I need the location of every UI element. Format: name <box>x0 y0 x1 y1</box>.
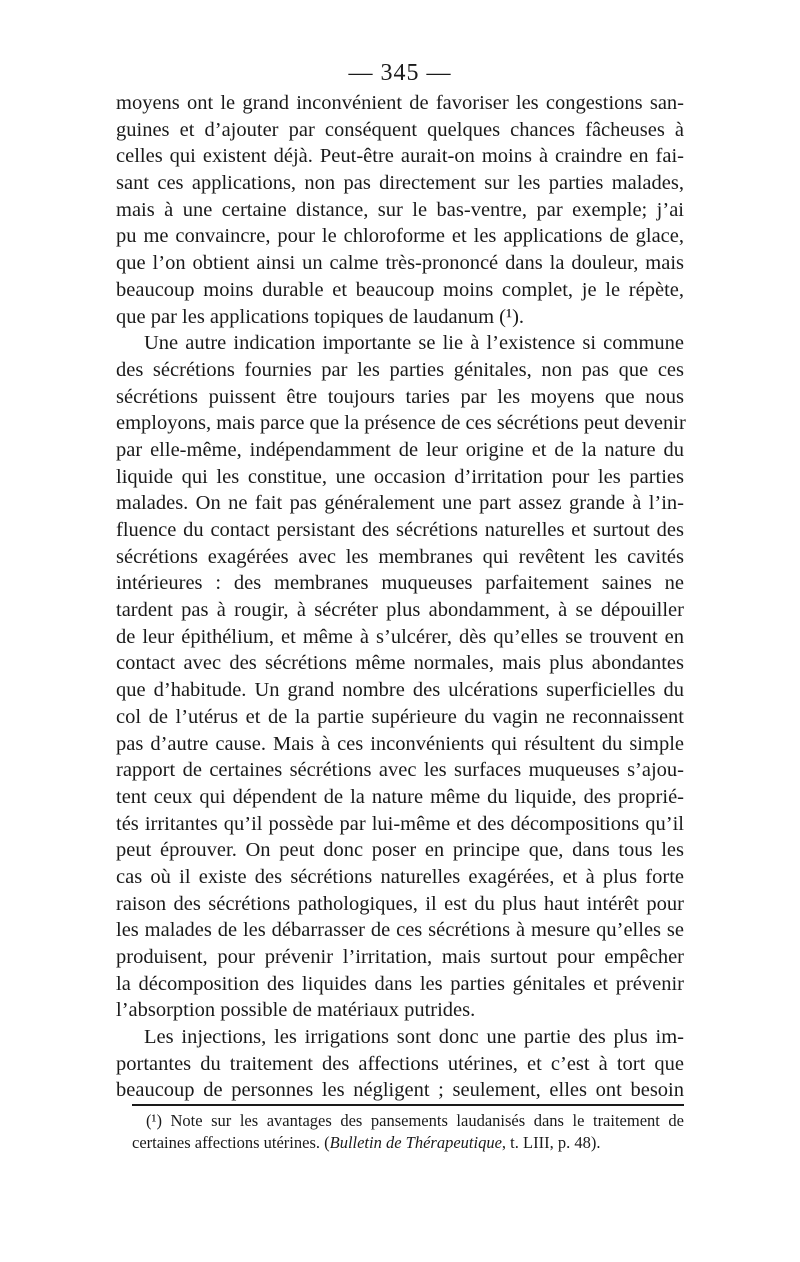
text-line: rapport de certaines sécrétions avec les surfaces muqueuses s’ajou- <box>116 759 684 782</box>
text-line: liquide qui les constitue, une occasion d’irritation pour les parties <box>116 465 684 488</box>
text-line: sécrétions exagérées avec les membranes qui revêtent les cavités <box>116 545 684 568</box>
text-line: portantes du traitement des affections utérines, et c’est à tort que <box>116 1052 684 1075</box>
text-line: cas où il existe des sécrétions naturelles exagérées, et à plus forte <box>116 865 684 888</box>
text-line: tés irritantes qu’il possède par lui-même et des décompositions qu’il <box>116 812 684 835</box>
text-line: pas d’autre cause. Mais à ces inconvénients qui résultent du simple <box>116 732 684 755</box>
footnote-divider <box>132 1104 684 1106</box>
footnote-line: (¹) Note sur les avantages des pansements laudanisés dans le traitement de <box>146 1111 684 1130</box>
footnote-text: certaines affections utérines. ( <box>132 1133 330 1152</box>
text-line: tent ceux qui dépendent de la nature même du liquide, des proprié- <box>116 785 684 808</box>
text-line: beaucoup de personnes les négligent ; seulement, elles ont besoin <box>116 1079 684 1102</box>
page-number: — 345 — <box>348 60 452 86</box>
text-line: que l’on obtient ainsi un calme très-prononcé dans la douleur, mais <box>116 252 684 275</box>
text-line: peut éprouver. On peut donc poser en principe que, dans tous les <box>116 839 684 862</box>
text-line: mais à une certaine distance, sur le bas-ventre, par exemple; j’ai <box>116 198 684 221</box>
text-line: guines et d’ajouter par conséquent quelques chances fâcheuses à <box>116 118 684 141</box>
text-line: beaucoup moins durable et beaucoup moins complet, je le répète, <box>116 278 684 301</box>
body-text <box>116 90 684 1104</box>
text-line: celles qui existent déjà. Peut-être aurait-on moins à craindre en fai- <box>116 145 684 168</box>
text-line: pu me convaincre, pour le chloroforme et les applications de glace, <box>116 225 684 248</box>
footnote-line <box>132 1132 684 1154</box>
footnote-text: , t. LIII, p. 48). <box>501 1133 601 1152</box>
text-line: moyens ont le grand inconvénient de favoriser les congestions san- <box>116 92 684 114</box>
text-line: de leur épithélium, et même à s’ulcérer, dès qu’elles se trouvent en <box>116 625 684 648</box>
text-line: fluence du contact persistant des sécrétions naturelles et surtout des <box>116 519 684 541</box>
text-line: sécrétions puissent être toujours taries par les moyens que nous <box>116 385 684 408</box>
text-line: col de l’utérus et de la partie supérieure du vagin ne reconnaissent <box>116 705 684 728</box>
text-line: employons, mais parce que la présence de ces sécrétions peut devenir <box>116 412 686 435</box>
footnote <box>132 1110 684 1154</box>
text-line: raison des sécrétions pathologiques, il est du plus haut intérêt pour <box>116 892 684 915</box>
text-line: que par les applications topiques de laudanum (¹). <box>116 305 525 328</box>
footnote-journal-title: Bulletin de Thérapeutique <box>329 1133 502 1152</box>
text-line: par elle-même, indépendamment de leur origine et de la nature du <box>116 438 684 461</box>
text-line: tardent pas à rougir, à sécréter plus abondamment, à se dépouiller <box>116 599 684 622</box>
text-line: contact avec des sécrétions même normales, mais plus abondantes <box>116 652 684 675</box>
text-line: la décomposition des liquides dans les parties génitales et prévenir <box>116 972 684 995</box>
text-line: malades. On ne fait pas généralement une part assez grande à l’in- <box>116 492 684 515</box>
text-line: intérieures : des membranes muqueuses parfaitement saines ne <box>116 572 684 595</box>
text-line: l’absorption possible de matériaux putrides. <box>116 999 476 1022</box>
paragraph-start-line: Une autre indication importante se lie à l’existence si commune <box>144 332 684 355</box>
text-line: les malades de les débarrasser de ces sécrétions à mesure qu’elles se <box>116 919 684 942</box>
text-line: sant ces applications, non pas directement sur les parties malades, <box>116 172 684 195</box>
text-line: produisent, pour prévenir l’irritation, mais surtout pour empêcher <box>116 946 684 968</box>
text-line: que d’habitude. Un grand nombre des ulcérations superficielles du <box>116 679 684 702</box>
paragraph-start-line: Les injections, les irrigations sont donc une partie des plus im- <box>144 1026 684 1049</box>
text-line: des sécrétions fournies par les parties génitales, non pas que ces <box>116 358 684 381</box>
